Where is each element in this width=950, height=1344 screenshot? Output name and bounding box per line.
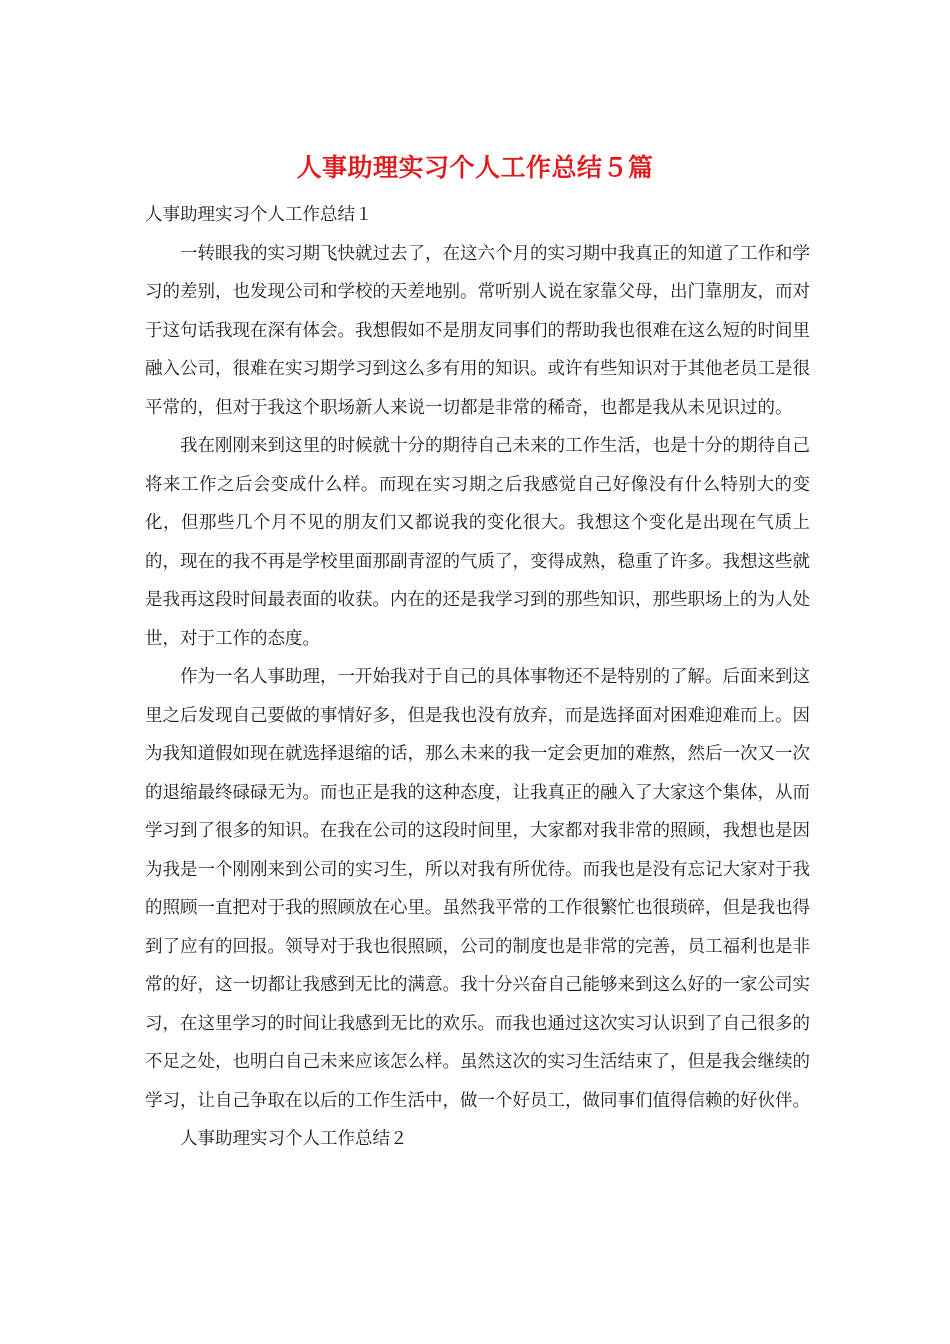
section-heading-1: 人事助理实习个人工作总结１ <box>145 205 373 225</box>
section-heading-2: 人事助理实习个人工作总结２ <box>180 1129 408 1149</box>
document-title: 人事助理实习个人工作总结５篇 <box>296 153 654 182</box>
document-body <box>145 196 810 1159</box>
paragraph-3: 作为一名人事助理，一开始我对于自己的具体事物还不是特别的了解。后面来到这里之后发现自己要做的事情好多，但是我也没有放弃，而是选择面对困难迎难而上。因为我知道假如现在就选择退缩的话，那么未来的我一定会更加的难熬，然后一次又一次的退缩最终碌碌无为。而也正是我的这种态度，让我真正的融入了大家这个集体，从而学习到了很多的知识。在我在公司的这段时间里，大家都对我非常的照顾，我想也是因为我是一个刚刚来到公司的实习生，所以对我有所优待。而我也是没有忘记大家对于我的照顾一直把对于我的照顾放在心里。虽然我平常的工作很繁忙也很琐碎，但是我也得到了应有的回报。领导对于我也很照顾，公司的制度也是非常的完善，员工福利也是非常的好，这一切都让我感到无比的满意。我十分兴奋自己能够来到这么好的一家公司实习，在这里学习的时间让我感到无比的欢乐。而我也通过这次实习认识到了自己很多的不足之处，也明白自己未来应该怎么样。虽然这次的实习生活结束了，但是我会继续的学习，让自己争取在以后的工作生活中，做一个好员工，做同事们值得信赖的好伙伴。 <box>145 667 810 1111</box>
paragraph-1: 一转眼我的实习期飞快就过去了，在这六个月的实习期中我真正的知道了工作和学习的差别，也发现公司和学校的天差地别。常听别人说在家靠父母，出门靠朋友，而对于这句话我现在深有体会。我想假如不是朋友同事们的帮助我也很难在这么短的时间里融入公司，很难在实习期学习到这么多有用的知识。或许有些知识对于其他老员工是很平常的，但对于我这个职场新人来说一切都是非常的稀奇，也都是我从未见识过的。 <box>145 243 810 418</box>
paragraph-2: 我在刚刚来到这里的时候就十分的期待自己未来的工作生活，也是十分的期待自己将来工作之后会变成什么样。而现在实习期之后我感觉自己好像没有什么特别大的变化，但那些几个月不见的朋友们又都说我的变化很大。我想这个变化是出现在气质上的，现在的我不再是学校里面那副青涩的气质了，变得成熟，稳重了许多。我想这些就是我再这段时间最表面的收获。内在的还是我学习到的那些知识，那些职场上的为人处世，对于工作的态度。 <box>145 436 810 649</box>
